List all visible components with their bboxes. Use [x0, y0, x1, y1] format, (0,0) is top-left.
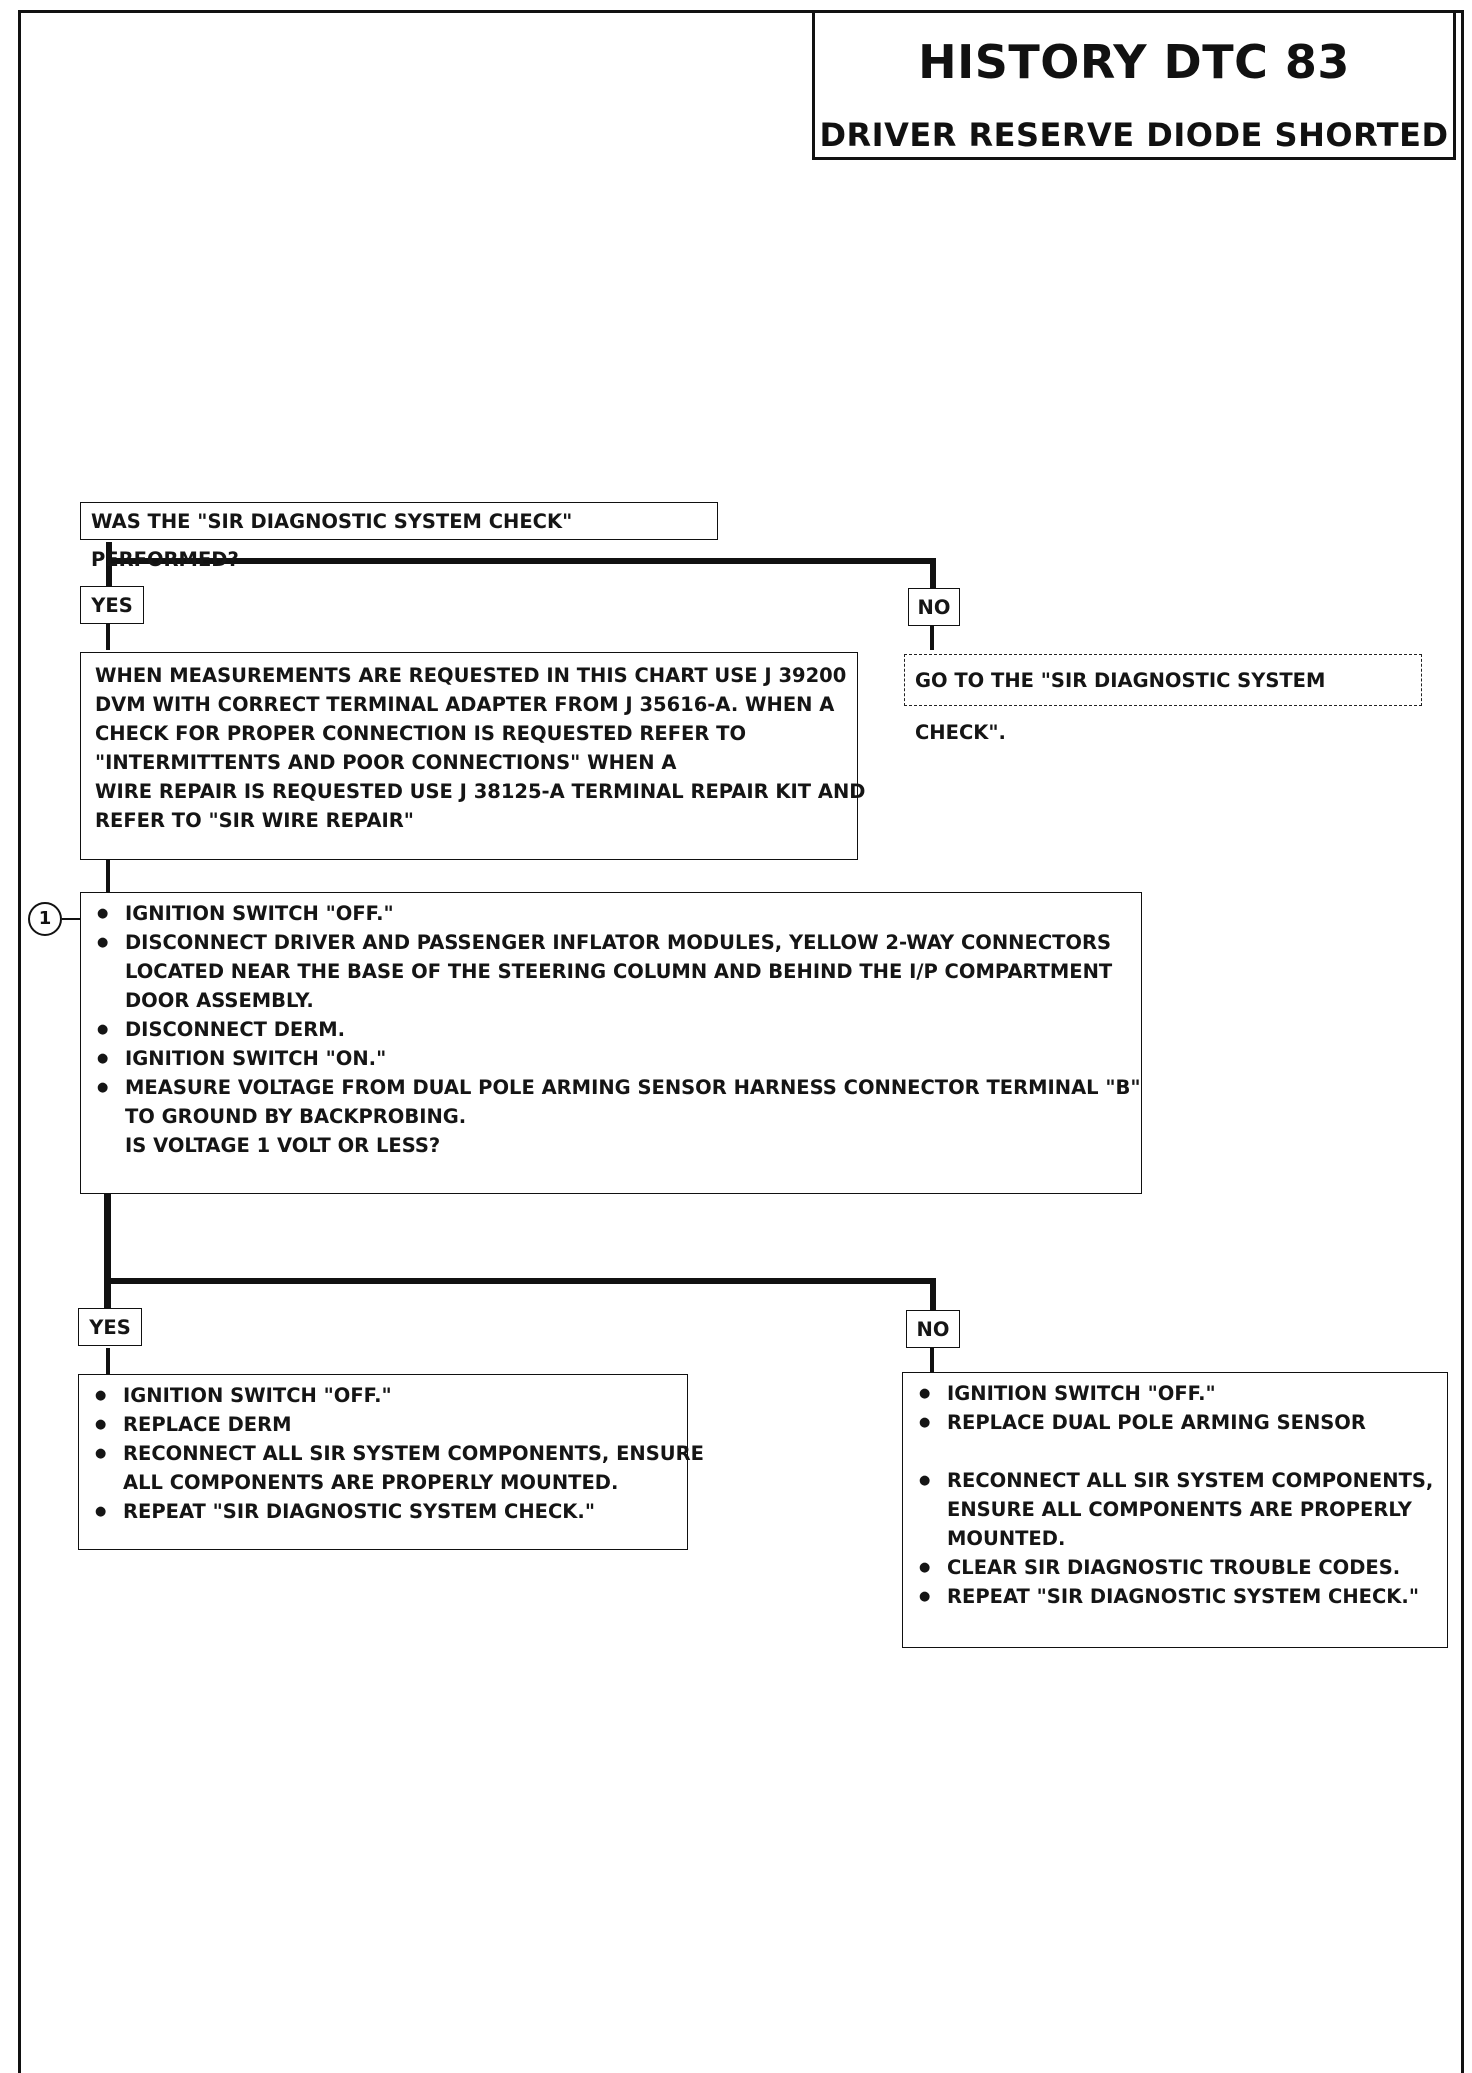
q1-yes-label: YES	[80, 586, 144, 624]
goto-sir-check-box: GO TO THE "SIR DIAGNOSTIC SYSTEM CHECK".	[904, 654, 1422, 706]
no-action-item: ● RECONNECT ALL SIR SYSTEM COMPONENTS,	[913, 1466, 1437, 1495]
step1-item: DOOR ASSEMBLY.	[125, 989, 314, 1012]
connector-instr-to-step1	[106, 858, 110, 892]
instruction-line: WIRE REPAIR IS REQUESTED USE J 38125-A TERMINAL REPAIR KIT AND	[95, 780, 866, 803]
measurement-instructions-box	[80, 652, 866, 860]
question-sir-check-performed: WAS THE "SIR DIAGNOSTIC SYSTEM CHECK" PERFORMED?	[80, 502, 718, 540]
step1-item: ● IGNITION SWITCH "OFF."	[91, 899, 1131, 928]
connector-step1-no-down	[930, 1278, 936, 1312]
page-subtitle: DRIVER RESERVE DIODE SHORTED	[819, 116, 1449, 154]
step1-yes-label: YES	[78, 1308, 142, 1346]
step1-item: ● MEASURE VOLTAGE FROM DUAL POLE ARMING SENSOR HARNESS CONNECTOR TERMINAL "B"	[91, 1073, 1131, 1102]
no-action-item: MOUNTED.	[947, 1527, 1066, 1550]
step1-no-label: NO	[906, 1310, 960, 1348]
no-action-item: ● IGNITION SWITCH "OFF."	[913, 1379, 1437, 1408]
no-action-item: ● CLEAR SIR DIAGNOSTIC TROUBLE CODES.	[913, 1553, 1437, 1582]
title-box	[812, 10, 1456, 160]
instruction-line: CHECK FOR PROPER CONNECTION IS REQUESTED REFER TO	[95, 722, 747, 745]
page-title: HISTORY DTC 83	[918, 35, 1350, 89]
instruction-line: REFER TO "SIR WIRE REPAIR"	[95, 809, 414, 832]
step1-item: LOCATED NEAR THE BASE OF THE STEERING COLUMN AND BEHIND THE I/P COMPARTMENT	[125, 960, 1113, 983]
q1-no-label: NO	[908, 588, 960, 626]
no-action-item: ● REPLACE DUAL POLE ARMING SENSOR	[913, 1408, 1437, 1437]
step-badge-connector	[62, 918, 80, 920]
instruction-line: "INTERMITTENTS AND POOR CONNECTIONS" WHEN A	[95, 751, 677, 774]
connector-yes-to-instr	[106, 624, 110, 650]
yes-action-item: ALL COMPONENTS ARE PROPERLY MOUNTED.	[123, 1471, 619, 1494]
step1-item: IS VOLTAGE 1 VOLT OR LESS?	[125, 1134, 441, 1157]
step1-item: ● IGNITION SWITCH "ON."	[91, 1044, 1131, 1073]
yes-action-item: ● REPLACE DERM	[89, 1410, 677, 1439]
instruction-line: DVM WITH CORRECT TERMINAL ADAPTER FROM J 35616-A. WHEN A	[95, 693, 835, 716]
step-number-badge: 1	[28, 902, 62, 936]
no-actions-box	[902, 1372, 1448, 1648]
connector-yes-to-actions	[106, 1348, 110, 1376]
no-action-item: ● REPEAT "SIR DIAGNOSTIC SYSTEM CHECK."	[913, 1582, 1437, 1611]
instruction-line: WHEN MEASUREMENTS ARE REQUESTED IN THIS CHART USE J 39200	[95, 664, 847, 687]
connector-step1-down	[104, 1192, 111, 1310]
yes-action-item: ● REPEAT "SIR DIAGNOSTIC SYSTEM CHECK."	[89, 1497, 677, 1526]
step1-item: TO GROUND BY BACKPROBING.	[125, 1105, 467, 1128]
connector-q1-no-down	[930, 558, 936, 588]
step1-item: ● DISCONNECT DERM.	[91, 1015, 1131, 1044]
connector-step1-branch	[104, 1278, 936, 1284]
connector-no-to-goto	[930, 624, 934, 650]
yes-action-item: ● RECONNECT ALL SIR SYSTEM COMPONENTS, ENSURE	[89, 1439, 677, 1468]
step1-box	[80, 892, 1142, 1194]
yes-actions-box	[78, 1374, 704, 1550]
no-action-item: ENSURE ALL COMPONENTS ARE PROPERLY	[947, 1498, 1412, 1521]
step1-item: ● DISCONNECT DRIVER AND PASSENGER INFLATOR MODULES, YELLOW 2-WAY CONNECTORS	[91, 928, 1131, 957]
yes-action-item: ● IGNITION SWITCH "OFF."	[89, 1381, 677, 1410]
connector-no-to-actions	[930, 1348, 934, 1374]
